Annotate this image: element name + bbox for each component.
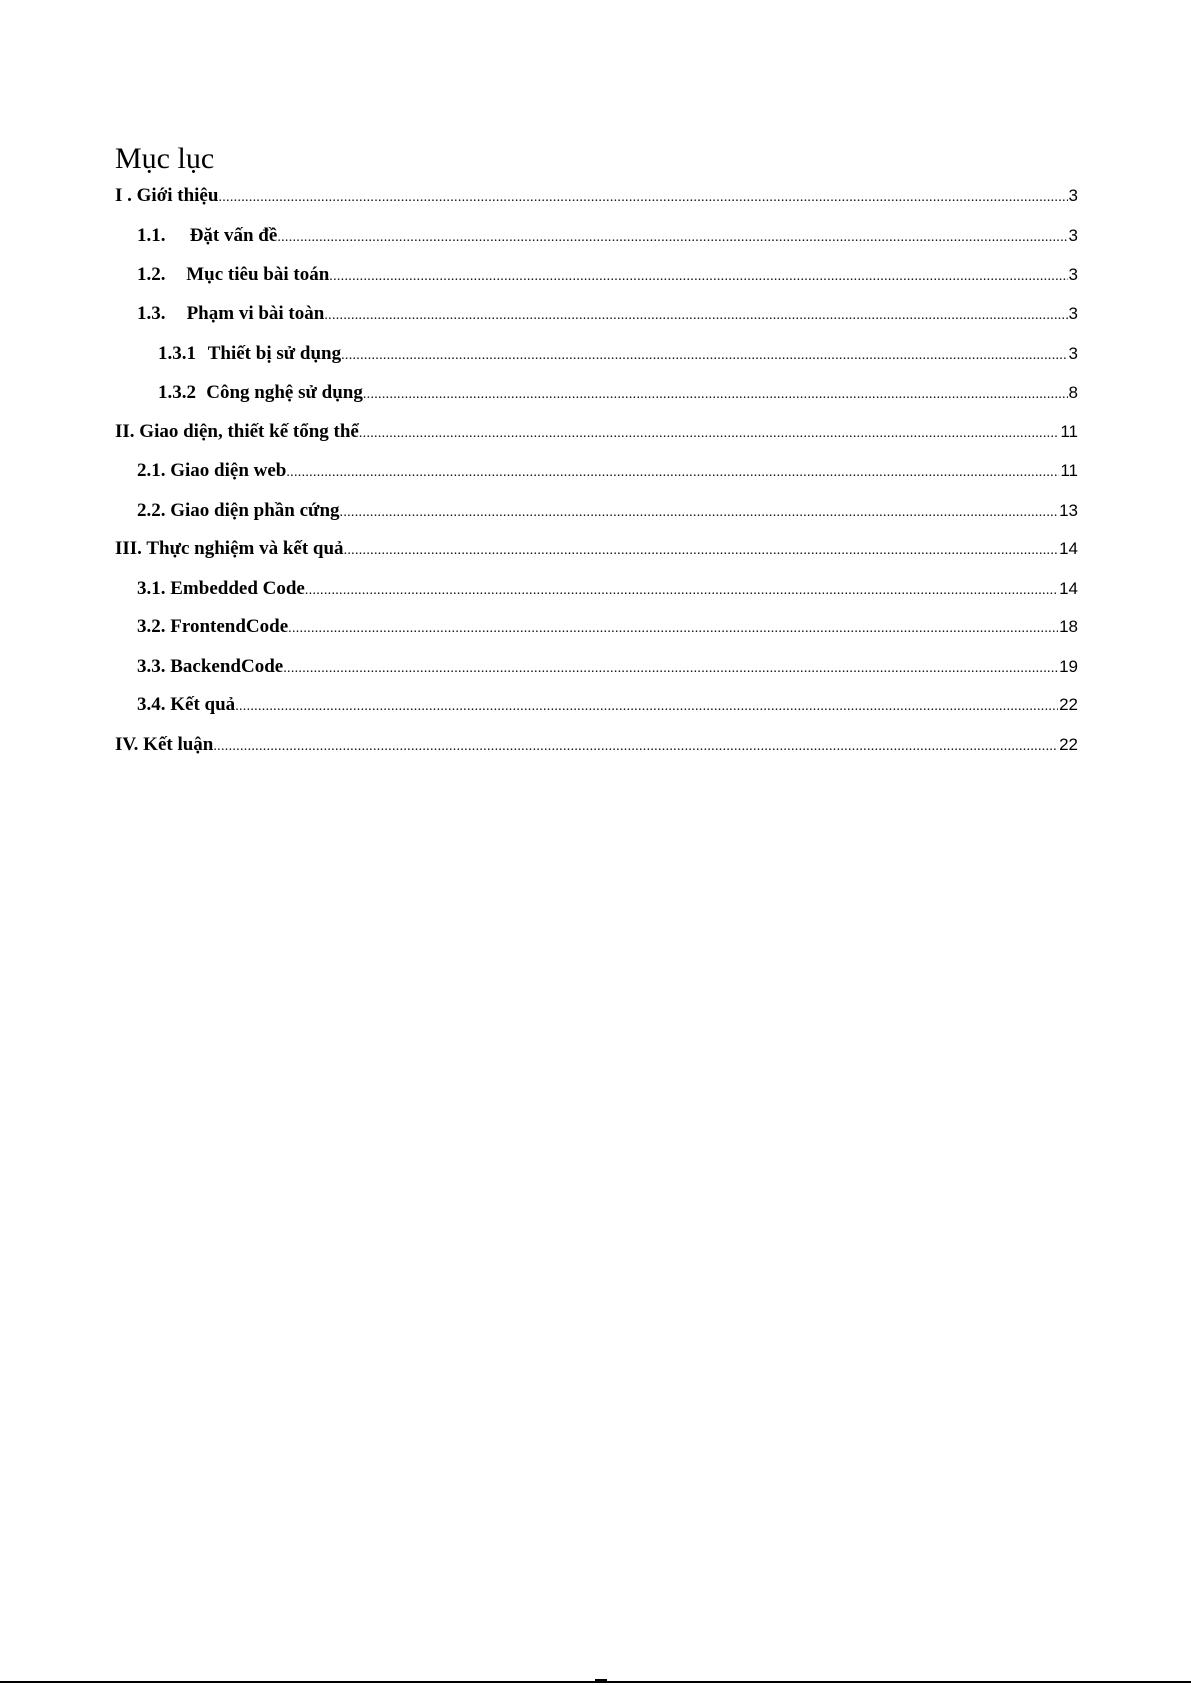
toc-entry-gioi-thieu[interactable] — [115, 183, 1078, 209]
toc-entry-page: 19 — [1059, 657, 1078, 676]
toc-entry-label: Đặt vấn đề — [189, 225, 278, 246]
toc-entry-thiet-bi[interactable] — [158, 341, 1078, 367]
toc-entry-page: 3 — [1068, 265, 1078, 284]
toc-entry-number: 1.1. — [137, 225, 166, 246]
dot-leader — [324, 303, 1067, 329]
toc-entry-label: 2.2. Giao diện phần cứng — [137, 500, 340, 521]
toc-entry-number: 1.3.2 — [158, 382, 196, 403]
toc-entry-label: III. Thực nghiệm và kết quả — [115, 538, 344, 559]
toc-entry-label: Mục tiêu bài toán — [186, 264, 330, 285]
toc-entry-number: 1.3. — [137, 303, 166, 324]
toc-entry-label: IV. Kết luận — [115, 734, 214, 755]
dot-leader — [235, 694, 1058, 720]
toc-entry-pham-vi[interactable] — [137, 301, 1078, 327]
dot-leader — [305, 578, 1058, 604]
toc-entry-giao-dien-thiet-ke[interactable] — [115, 419, 1078, 445]
dot-leader — [283, 656, 1058, 682]
toc-entry-label: 3.2. FrontendCode — [137, 616, 289, 637]
toc-entry-label: 3.1. Embedded Code — [137, 578, 305, 599]
toc-entry-label: Thiết bị sử dụng — [207, 343, 342, 364]
dot-leader — [329, 264, 1067, 290]
toc-entry-number: 1.2. — [137, 264, 166, 285]
toc-entry-page: 13 — [1059, 501, 1078, 520]
page-bottom-rule — [0, 1681, 1191, 1683]
toc-entry-frontend-code[interactable] — [137, 614, 1078, 640]
toc-entry-page: 22 — [1059, 695, 1078, 714]
toc-entry-giao-dien-web[interactable] — [137, 458, 1078, 484]
dot-leader — [363, 382, 1068, 408]
toc-entry-backend-code[interactable] — [137, 654, 1078, 680]
dot-leader — [218, 185, 1067, 211]
dot-leader — [286, 460, 1059, 486]
page-bottom-tick — [595, 1679, 607, 1681]
toc-entry-label: Phạm vi bài toàn — [186, 303, 325, 324]
dot-leader — [288, 616, 1058, 642]
toc-entry-label: I . Giới thiệu — [115, 185, 219, 206]
toc-entry-page: 3 — [1068, 186, 1078, 205]
toc-entry-thuc-nghiem[interactable] — [115, 536, 1078, 562]
toc-entry-muc-tieu[interactable] — [137, 262, 1078, 288]
dot-leader — [344, 538, 1059, 564]
toc-entry-page: 11 — [1060, 461, 1078, 480]
toc-entry-label: Công nghệ sử dụng — [206, 382, 363, 403]
toc-entry-ket-qua[interactable] — [137, 692, 1078, 718]
dot-leader — [277, 225, 1067, 251]
toc-entry-cong-nghe[interactable] — [158, 380, 1078, 406]
dot-leader — [359, 421, 1059, 447]
toc-entry-page: 8 — [1068, 383, 1078, 402]
toc-entry-page: 3 — [1068, 344, 1078, 363]
toc-entry-label: 3.4. Kết quả — [137, 694, 236, 715]
toc-entry-dat-van-de[interactable] — [137, 223, 1078, 249]
toc-entry-ket-luan[interactable] — [115, 732, 1078, 758]
toc-entry-page: 3 — [1068, 304, 1078, 323]
dot-leader — [341, 343, 1067, 369]
toc-entry-label: II. Giao diện, thiết kế tổng thể — [115, 421, 359, 442]
dot-leader — [213, 734, 1058, 760]
toc-entry-page: 14 — [1059, 579, 1078, 598]
toc-entry-page: 22 — [1059, 735, 1078, 754]
toc-entry-page: 3 — [1068, 226, 1078, 245]
toc-entry-number: 1.3.1 — [158, 343, 196, 364]
toc-entry-label: 3.3. BackendCode — [137, 656, 284, 677]
toc-entry-embedded-code[interactable] — [137, 576, 1078, 602]
toc-entry-page: 18 — [1059, 617, 1078, 636]
dot-leader — [340, 500, 1059, 526]
toc-entry-label: 2.1. Giao diện web — [137, 460, 287, 481]
toc-entry-page: 14 — [1059, 539, 1078, 558]
toc-entry-page: 11 — [1060, 422, 1078, 441]
toc-entry-giao-dien-phan-cung[interactable] — [137, 498, 1078, 524]
toc-title: Mục lục — [115, 142, 215, 175]
